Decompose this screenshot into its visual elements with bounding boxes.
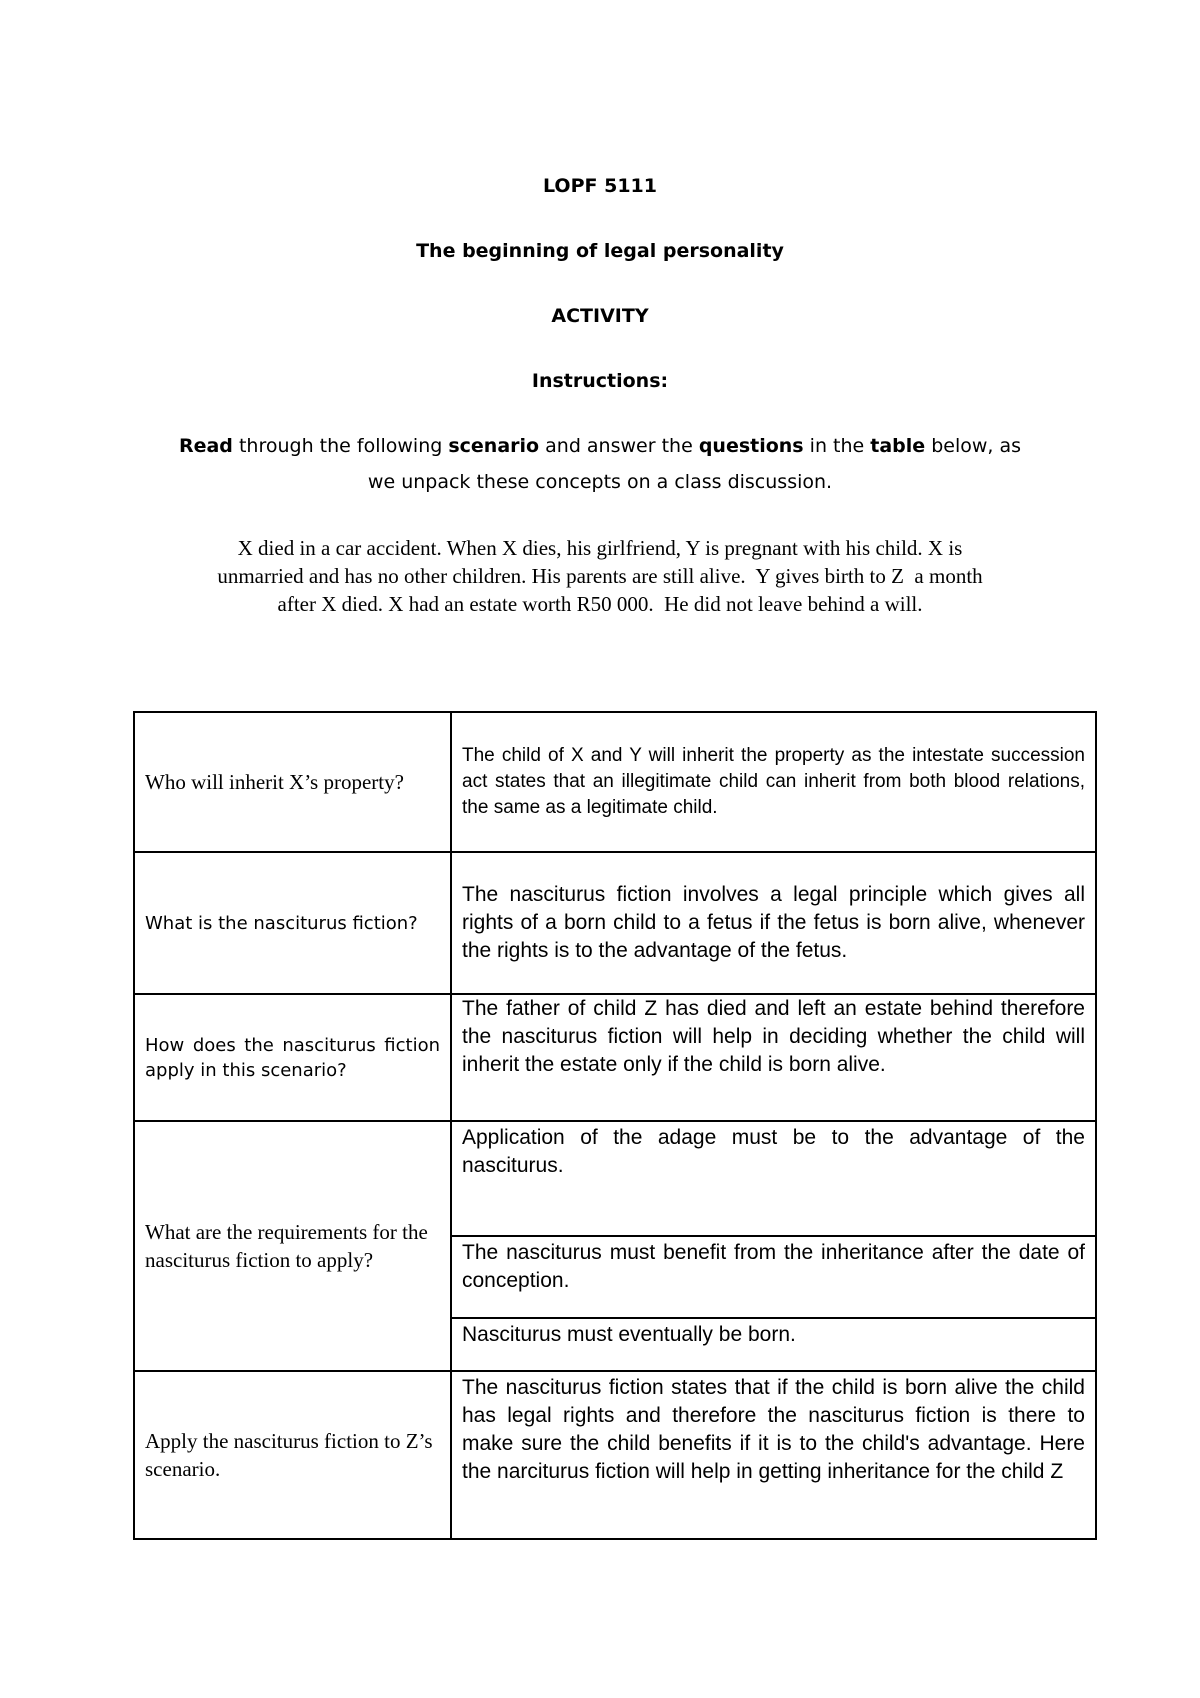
scenario-line-3: after X died. X had an estate worth R50 000. He did not leave behind a will. bbox=[277, 592, 923, 616]
answer-cell: The nasciturus fiction involves a legal principle which gives all rights of a born child to a fetus if the fetus is born alive, whenever the rights is to the advantage of the fetus. bbox=[451, 852, 1096, 994]
answer-cell: The nasciturus must benefit from the inheritance after the date of conception. bbox=[451, 1236, 1096, 1318]
scenario-line-1: X died in a car accident. When X dies, his girlfriend, Y is pregnant with his child. X is bbox=[237, 536, 963, 560]
instructions-text bbox=[130, 428, 1070, 500]
question-cell: Who will inherit X’s property? bbox=[134, 712, 451, 852]
activity-heading: ACTIVITY bbox=[551, 305, 649, 327]
topic-title: The beginning of legal personality bbox=[416, 240, 784, 262]
question-cell: How does the nasciturus fiction apply in this scenario? bbox=[134, 994, 451, 1121]
emph-scenario: scenario bbox=[448, 435, 540, 457]
answer-cell: Application of the adage must be to the advantage of the nasciturus. bbox=[451, 1121, 1096, 1236]
table-row bbox=[134, 994, 1096, 1121]
table-row bbox=[134, 1371, 1096, 1539]
answer-cell: The father of child Z has died and left an estate behind therefore the nasciturus fiction will help in deciding whether the child will inherit the estate only if the child is born alive. bbox=[451, 994, 1096, 1121]
instructions-line-1: Read through the following scenario and answer the questions in the table below, as bbox=[178, 435, 1022, 457]
scenario-text bbox=[140, 534, 1060, 618]
emph-read: Read bbox=[178, 435, 233, 457]
questions-table bbox=[133, 711, 1097, 1540]
course-code: LOPF 5111 bbox=[543, 175, 657, 197]
answer-cell: Nasciturus must eventually be born. bbox=[451, 1318, 1096, 1371]
emph-table: table bbox=[870, 435, 926, 457]
table-row bbox=[134, 852, 1096, 994]
table-row bbox=[134, 712, 1096, 852]
question-cell: Apply the nasciturus fiction to Z’s scenario. bbox=[134, 1371, 451, 1539]
question-cell: What is the nasciturus fiction? bbox=[134, 852, 451, 994]
question-cell: What are the requirements for the nasciturus fiction to apply? bbox=[134, 1121, 451, 1371]
answer-cell: The nasciturus fiction states that if the child is born alive the child has legal rights and therefore the nasciturus fiction is there to make sure the child benefits if it is to the child's advantage. Here the narciturus fiction will help in getting inheritance for the child Z bbox=[451, 1371, 1096, 1539]
instructions-heading: Instructions: bbox=[531, 370, 669, 392]
table-row bbox=[134, 1121, 1096, 1236]
scenario-line-2: unmarried and has no other children. His parents are still alive. Y gives birth to Z a month bbox=[217, 564, 983, 588]
instructions-line-2: we unpack these concepts on a class discussion. bbox=[367, 471, 833, 493]
emph-questions: questions bbox=[698, 435, 804, 457]
answer-cell: The child of X and Y will inherit the property as the intestate succession act states that an illegitimate child can inherit from both blood relations, the same as a legitimate child. bbox=[451, 712, 1096, 852]
